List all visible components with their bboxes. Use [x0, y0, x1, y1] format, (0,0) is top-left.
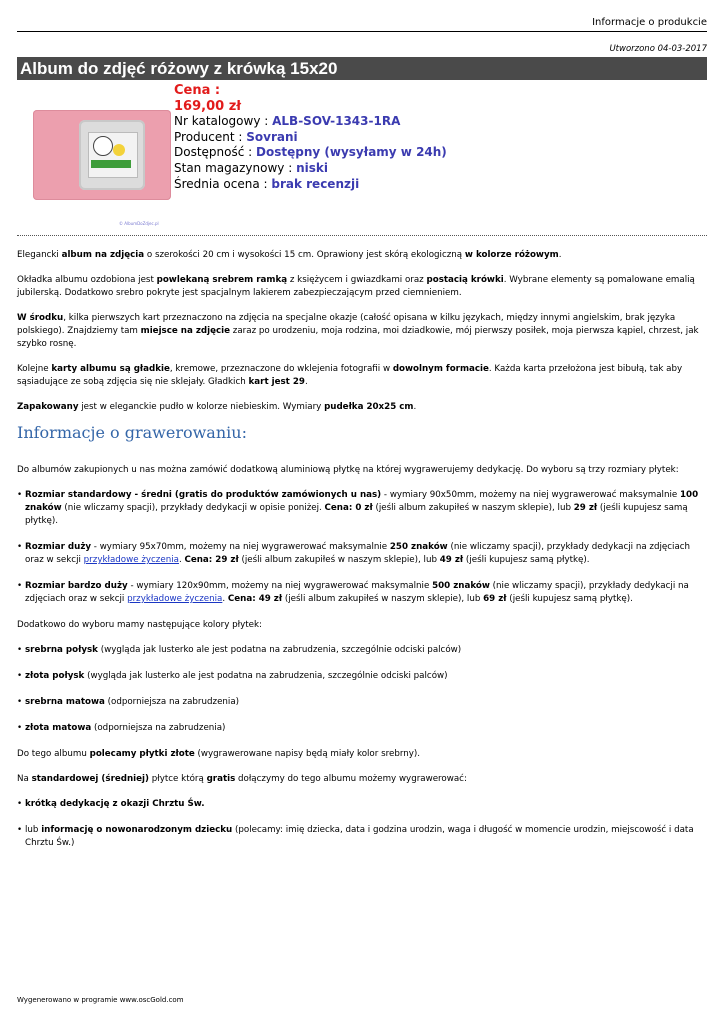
rating-value: brak recenzji: [271, 176, 360, 191]
list-item: • Rozmiar duży - wymiary 95x70mm, możemy na niej wygrawerować maksymalnie 250 znaków (nie wliczamy spacji), przykłady dedykacji na zdjęciach oraz w sekcji przykładowe życzenia. Cena: 29 zł (jeśli album zakupiłeś w naszym sklepie), lub 49 zł (jeśli kupujesz samą płytkę).: [17, 541, 707, 567]
dotted-divider: [17, 235, 707, 236]
catalog-label: Nr katalogowy :: [174, 114, 269, 129]
list-item: • Rozmiar bardzo duży - wymiary 120x90mm, możemy na niej wygrawerować maksymalnie 500 znaków (nie wliczamy spacji), przykłady dedykacji na zdjęciach oraz w sekcji przykładowe życzenia. Cena: 49 zł (jeśli album zakupiłeś w naszym sklepie), lub 69 zł (jeśli kupujesz samą płytkę).: [17, 580, 707, 606]
flower-figure: [113, 144, 125, 156]
stock-value: niski: [296, 160, 328, 175]
list-item: • Rozmiar standardowy - średni (gratis do produktów zamówionych u nas) - wymiary 90x50mm, możemy na niej wygrawerować maksymalnie 100 znaków (nie wliczamy spacji), przykłady dedykacji w opisie poniżej. Cena: 0 zł (jeśli album zakupiłeś w naszym sklepie), lub 29 zł (jeśli kupujesz samą płytkę).: [17, 489, 707, 528]
product-image: [33, 110, 171, 200]
section-header: Informacje o produkcie: [592, 17, 707, 28]
list-item: • srebrna matowa (odporniejsza na zabrudzenia): [17, 696, 707, 709]
footer-text: Wygenerowano w programie www.oscGold.com: [17, 996, 184, 1004]
description-body: [17, 249, 707, 863]
recommend-paragraph: Do tego albumu polecamy płytki złote (wygrawerowane napisy będą miały kolor srebrny).: [17, 749, 421, 759]
image-caption: © AlbumDoZdjec.pl: [119, 221, 159, 226]
price-value: 169,00 zł: [174, 98, 242, 114]
cow-figure: [93, 136, 113, 156]
colors-intro: Dodatkowo do wyboru mamy następujące kolory płytek:: [17, 620, 262, 630]
product-title: Album do zdjęć różowy z krówką 15x20: [17, 57, 707, 80]
desc-paragraph: Okładka albumu ozdobiona jest powlekaną srebrem ramką z księżycem i gwiazdkami oraz postacią krówki. Wybrane elementy są pomalowane emalią jubilerską. Dodatkowo srebro pokryte jest spacjalnym lakierem zabezpieczającym przed ciemnieniem.: [17, 275, 695, 298]
availability-value: Dostępny (wysyłamy w 24h): [256, 145, 447, 160]
color-list: [17, 644, 707, 735]
list-item: • złota matowa (odporniejsza na zabrudzenia): [17, 722, 707, 735]
frame-plate: [79, 120, 145, 190]
availability-label: Dostępność :: [174, 145, 253, 160]
producer-value: Sovrani: [246, 129, 298, 144]
desc-paragraph: Zapakowany jest w eleganckie pudło w kolorze niebieskim. Wymiary pudełka 20x25 cm.: [17, 402, 417, 412]
list-item: • lub informację o nowonarodzonym dziecku (polecamy: imię dziecka, data i godzina urodzin, waga i długość w momencie urodzin, miejscowość i data Chrztu Św.): [17, 824, 707, 850]
list-item: • krótką dedykację z okazji Chrztu Św.: [17, 798, 707, 811]
example-wishes-link[interactable]: przykładowe życzenia: [83, 555, 179, 565]
desc-paragraph: Kolejne karty albumu są gładkie, kremowe, przeznaczone do wklejenia fotografii w dowolnym formacie. Każda karta przełożona jest bibułą, tak aby sąsiadujące ze sobą zdjęcia się nie sklejały. Gładkich kart jest 29.: [17, 364, 683, 387]
standard-list: [17, 798, 707, 850]
producer-label: Producent :: [174, 129, 243, 144]
list-item: • srebrna połysk (wygląda jak lusterko ale jest podatna na zabrudzenia, szczególnie odciski palców): [17, 644, 707, 657]
engraving-intro: Do albumów zakupionych u nas można zamówić dodatkową aluminiową płytkę na której wygrawerujemy dedykację. Do wyboru są trzy rozmiary płytek:: [17, 465, 679, 475]
standard-intro: Na standardowej (średniej) płytce którą gratis dołączymy do tego albumu możemy wygrawerować:: [17, 774, 467, 784]
product-info: [174, 83, 447, 192]
list-item: • złota połysk (wygląda jak lusterko ale jest podatna na zabrudzenia, szczególnie odciski palców): [17, 670, 707, 683]
desc-paragraph: W środku, kilka pierwszych kart przeznaczono na zdjęcia na specjalne okazje (całość opisana w kilku językach, między innymi angielskim, brak języka polskiego). Znajdziemy tam miejsce na zdjęcie zaraz po urodzeniu, moja rodzina, moi dziadkowie, mój pierwszy posiłek, moja pierwsza kąpiel, chrzest, jak szybko rosnę.: [17, 313, 699, 349]
created-date: Utworzono 04-03-2017: [609, 44, 707, 54]
catalog-value: ALB-SOV-1343-1RA: [272, 114, 401, 129]
stock-label: Stan magazynowy :: [174, 160, 293, 175]
size-list: [17, 489, 707, 606]
plate-label: [91, 160, 131, 168]
engraving-heading: Informacje o grawerowaniu:: [17, 423, 247, 442]
example-wishes-link[interactable]: przykładowe życzenia: [127, 594, 223, 604]
rating-label: Średnia ocena :: [174, 176, 268, 191]
header-divider: [17, 31, 707, 32]
price-label: Cena :: [174, 83, 221, 98]
desc-paragraph: Elegancki album na zdjęcia o szerokości 20 cm i wysokości 15 cm. Oprawiony jest skórą ekologiczną w kolorze różowym.: [17, 250, 562, 260]
